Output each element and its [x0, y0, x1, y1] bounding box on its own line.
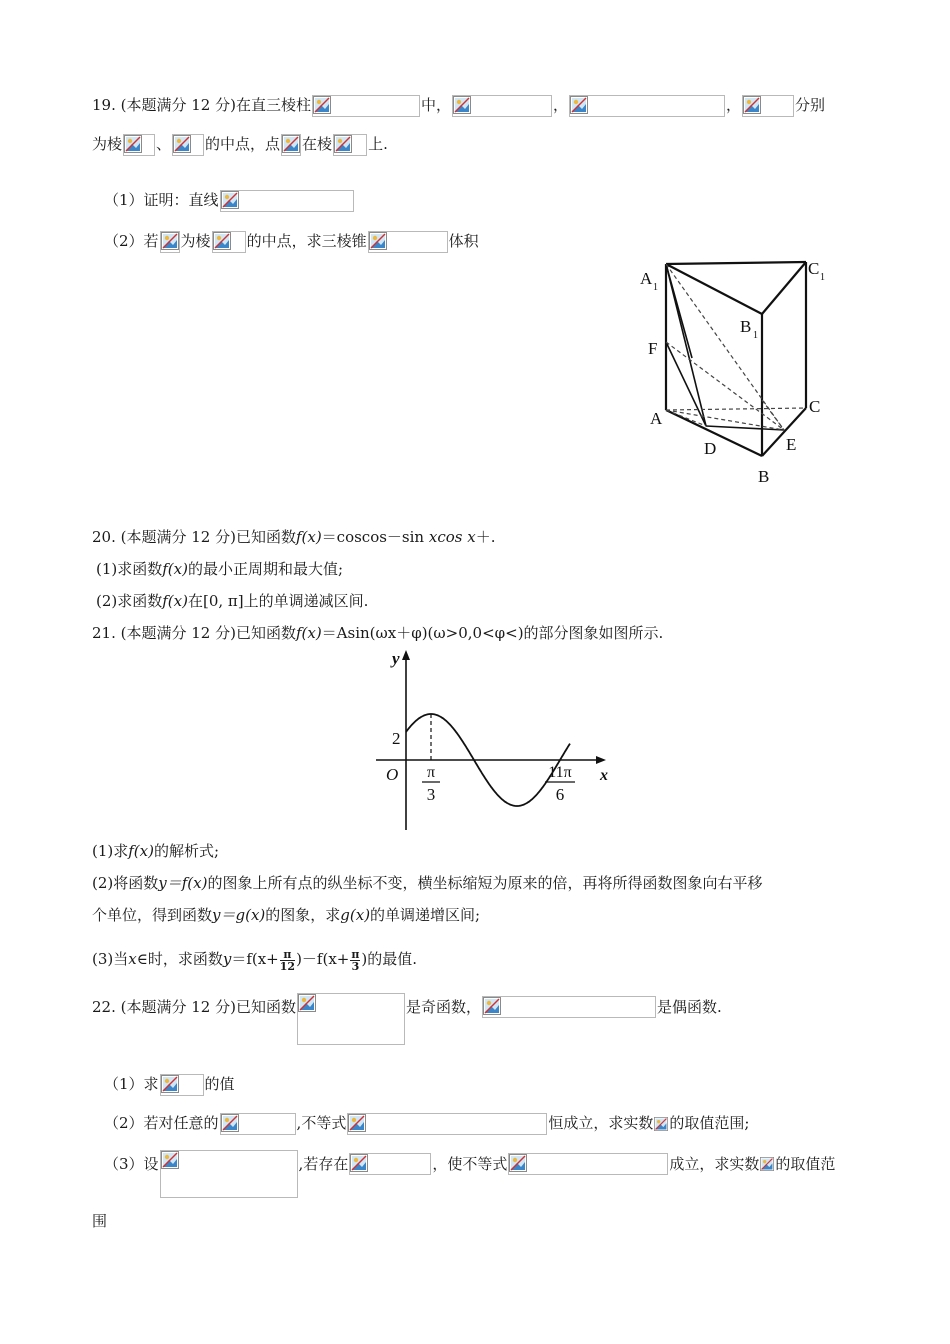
edge-a1b1 [666, 264, 762, 314]
label-b1-sub: 1 [753, 330, 758, 341]
broken-image [312, 95, 420, 117]
q22-part1: （1）求 的值 [104, 1071, 235, 1097]
broken-image [760, 1153, 774, 1175]
broken-image-icon [213, 232, 231, 250]
sine-graph [370, 646, 620, 836]
broken-image [297, 993, 405, 1045]
q21-part2-cont: 个单位，得到函数y＝g(x)的图象，求g(x)的单调递增区间; [92, 906, 481, 924]
q20-part1: (1)求函数f(x)的最小正周期和最大值; [96, 560, 344, 578]
edge-b1c1 [762, 262, 806, 314]
hidden-a1e [666, 264, 784, 430]
broken-image [220, 190, 354, 212]
label-c1: C [808, 259, 820, 278]
label-b: B [758, 467, 770, 486]
q22-part3-cont: 围 [92, 1212, 108, 1230]
label-a1: A [640, 269, 653, 288]
broken-image [160, 1150, 298, 1198]
tick2-num: 11π [548, 764, 572, 781]
broken-image [654, 1113, 668, 1135]
q19-part2: （2）若 为棱 的中点，求三棱锥 体积 [104, 228, 479, 254]
broken-image-icon [654, 1117, 668, 1131]
label-a1-sub: 1 [653, 282, 658, 293]
broken-image [123, 134, 155, 156]
x-axis-arrow [596, 756, 606, 764]
label-e: E [786, 435, 797, 454]
fraction-pi-3: $\frac{\pi}{3}$ [351, 947, 360, 973]
broken-image-icon [348, 1114, 366, 1132]
broken-image-icon [282, 135, 300, 153]
label-a: A [650, 409, 663, 428]
edge-a1c1 [666, 262, 806, 264]
broken-image-icon [483, 997, 501, 1015]
y-axis-arrow [402, 650, 410, 660]
label-d: D [704, 439, 717, 458]
label-f: F [648, 339, 658, 358]
y-tick-label: 2 [392, 729, 401, 748]
broken-image-icon [298, 994, 316, 1012]
q20-part2: (2)求函数f(x)在[0, π]上的单调递减区间. [96, 592, 369, 610]
broken-image-icon [760, 1157, 774, 1171]
broken-image [212, 231, 246, 253]
q22-part3: （3）设 ,若存在 ，使不等式 成立，求实数 的取值范 [104, 1150, 835, 1200]
broken-image [172, 134, 204, 156]
broken-image [160, 1074, 204, 1096]
edge-bc [762, 408, 806, 456]
broken-image-icon [161, 1151, 179, 1169]
broken-image-icon [453, 96, 471, 114]
broken-image-icon [124, 135, 142, 153]
broken-image-icon [509, 1154, 527, 1172]
broken-image [508, 1153, 668, 1175]
q19-part1: （1）证明：直线 [104, 187, 355, 213]
label-c: C [809, 397, 821, 416]
origin-label: O [386, 765, 399, 784]
broken-image [347, 1113, 547, 1135]
prism-figure [630, 250, 830, 490]
tick2-den: 6 [555, 785, 565, 804]
broken-image-icon [161, 1075, 179, 1093]
broken-image [160, 231, 180, 253]
q19-line2: 为棱 、 的中点，点 在棱 上. [92, 131, 388, 157]
q19-line1: 19. (本题满分 12 分)在直三棱柱 中， ， ， 分别 [92, 92, 825, 118]
q21-line1: 21. (本题满分 12 分)已知函数f(x)＝Asin(ωx＋φ)(ω>0,0<φ<)的部分图象如图所示. [92, 624, 664, 642]
label-b1: B [740, 317, 752, 336]
broken-image [281, 134, 301, 156]
y-axis-label: y [392, 649, 400, 668]
broken-image [452, 95, 552, 117]
tick1-den: 3 [426, 785, 436, 804]
broken-image [220, 1113, 296, 1135]
broken-image [569, 95, 725, 117]
hidden-fe [666, 342, 784, 430]
broken-image [368, 231, 448, 253]
broken-image-icon [173, 135, 191, 153]
fraction-pi-12: $\frac{\pi}{12}$ [279, 947, 296, 973]
q21-part1: (1)求f(x)的解析式; [92, 842, 220, 860]
broken-image-icon [221, 1114, 239, 1132]
broken-image-icon [334, 135, 352, 153]
q22-line1: 22. (本题满分 12 分)已知函数 是奇函数， 是偶函数. [92, 993, 722, 1045]
q20-line1: 20. (本题满分 12 分)已知函数f(x)＝coscos－sin xcos x＋. [92, 528, 496, 546]
hidden-ac [666, 408, 806, 410]
q19-head: 19. (本题满分 12 分)在直三棱柱 [92, 96, 311, 114]
broken-image [482, 996, 656, 1018]
broken-image-icon [350, 1154, 368, 1172]
edge-a1f-d [666, 264, 692, 358]
broken-image-icon [161, 232, 179, 250]
broken-image-icon [221, 191, 239, 209]
q21-part2: (2)将函数y＝f(x)的图象上所有点的纵坐标不变，横坐标缩短为原来的倍，再将所得函数图象向右平移 [92, 874, 763, 892]
q21-part3: (3)当x∈时，求函数y＝f(x+ $\frac{\pi}{12}$ )－f(x+ $\frac{\pi}{3}$ )的最值. [92, 947, 418, 973]
q22-part2: （2）若对任意的 ,不等式 恒成立，求实数 的取值范围; [104, 1110, 749, 1136]
label-c1-sub: 1 [820, 272, 825, 283]
broken-image [333, 134, 367, 156]
tick1-num: π [426, 764, 436, 781]
broken-image-icon [369, 232, 387, 250]
x-axis-label: x [600, 767, 608, 784]
broken-image [349, 1153, 431, 1175]
broken-image-icon [313, 96, 331, 114]
broken-image-icon [570, 96, 588, 114]
broken-image [742, 95, 794, 117]
broken-image-icon [743, 96, 761, 114]
